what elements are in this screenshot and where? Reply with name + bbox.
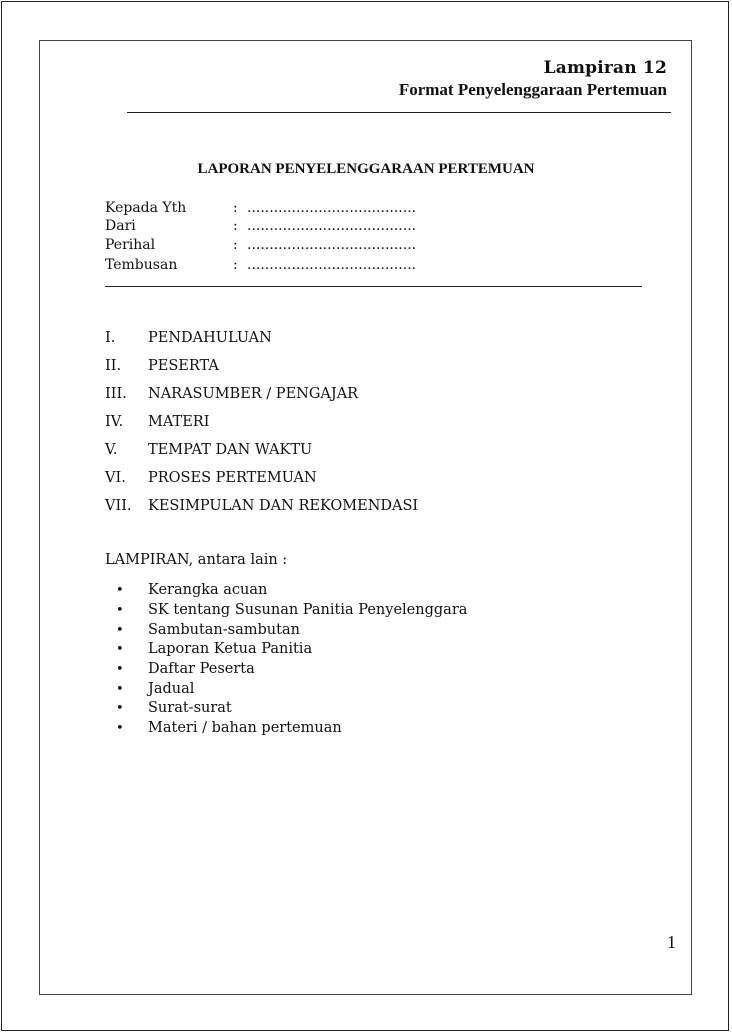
document-title: LAPORAN PENYELENGGARAAN PERTEMUAN [197,161,535,177]
list-item [116,639,312,659]
section-number: VII. [105,498,132,514]
field-value: ...................................... [247,257,417,273]
list-item-text: Daftar Peserta [148,661,255,677]
section-item [105,496,418,516]
section-item [105,384,358,404]
bullet-icon: • [116,583,124,598]
lampiran-number: Lampiran 12 [543,58,667,78]
field-label: Dari [105,218,136,234]
list-item-text: Materi / bahan pertemuan [148,720,342,736]
format-title: Format Penyelenggaraan Pertemuan [398,80,667,99]
section-number: II. [105,358,122,374]
section-item [105,412,209,432]
list-item-text: Sambutan-sambutan [148,622,300,638]
header-divider [127,112,671,113]
section-title: NARASUMBER / PENGAJAR [148,386,359,402]
section-item [105,440,312,460]
field-label: Tembusan [105,257,178,273]
bullet-icon: • [116,623,124,638]
list-item-text: SK tentang Susunan Panitia Penyelenggara [148,602,468,618]
field-tembusan [105,256,416,275]
bullet-icon: • [116,642,124,657]
list-item [116,698,232,718]
field-label: Perihal [105,237,156,253]
section-title: PENDAHULUAN [148,330,272,346]
field-value: ...................................... [247,218,417,234]
page-number: 1 [667,932,676,952]
section-number: VI. [105,470,126,486]
section-item [105,328,272,348]
list-item-text: Surat-surat [148,700,232,716]
section-item [105,356,219,376]
field-kepada [105,199,416,218]
field-value: ...................................... [247,237,417,253]
section-title: KESIMPULAN DAN REKOMENDASI [148,498,419,514]
list-item [116,600,467,620]
bullet-icon: • [116,682,124,697]
list-item [116,620,300,640]
page-inner-border [39,40,692,995]
section-number: I. [105,330,116,346]
section-title: PESERTA [148,358,219,374]
list-item-text: Kerangka acuan [148,582,268,598]
field-label: Kepada Yth [105,200,187,216]
list-item-text: Jadual [148,681,195,697]
list-item [116,580,267,600]
fields-divider [105,286,642,287]
field-perihal [105,236,416,255]
bullet-icon: • [116,603,124,618]
list-item-text: Laporan Ketua Panitia [148,641,313,657]
bullet-icon: • [116,721,124,736]
field-dari [105,217,416,236]
section-title: PROSES PERTEMUAN [148,470,317,486]
list-item [116,679,194,699]
field-colon: : [233,237,238,253]
section-title: MATERI [148,414,210,430]
field-colon: : [233,200,238,216]
section-item [105,468,317,488]
section-title: TEMPAT DAN WAKTU [148,442,313,458]
list-item [116,659,255,679]
field-colon: : [233,257,238,273]
field-value: ...................................... [247,200,417,216]
lampiran-heading: LAMPIRAN, antara lain : [105,552,288,568]
section-number: IV. [105,414,124,430]
list-item [116,718,342,738]
section-number: V. [105,442,118,458]
bullet-icon: • [116,662,124,677]
bullet-icon: • [116,701,124,716]
section-number: III. [105,386,127,402]
field-colon: : [233,218,238,234]
